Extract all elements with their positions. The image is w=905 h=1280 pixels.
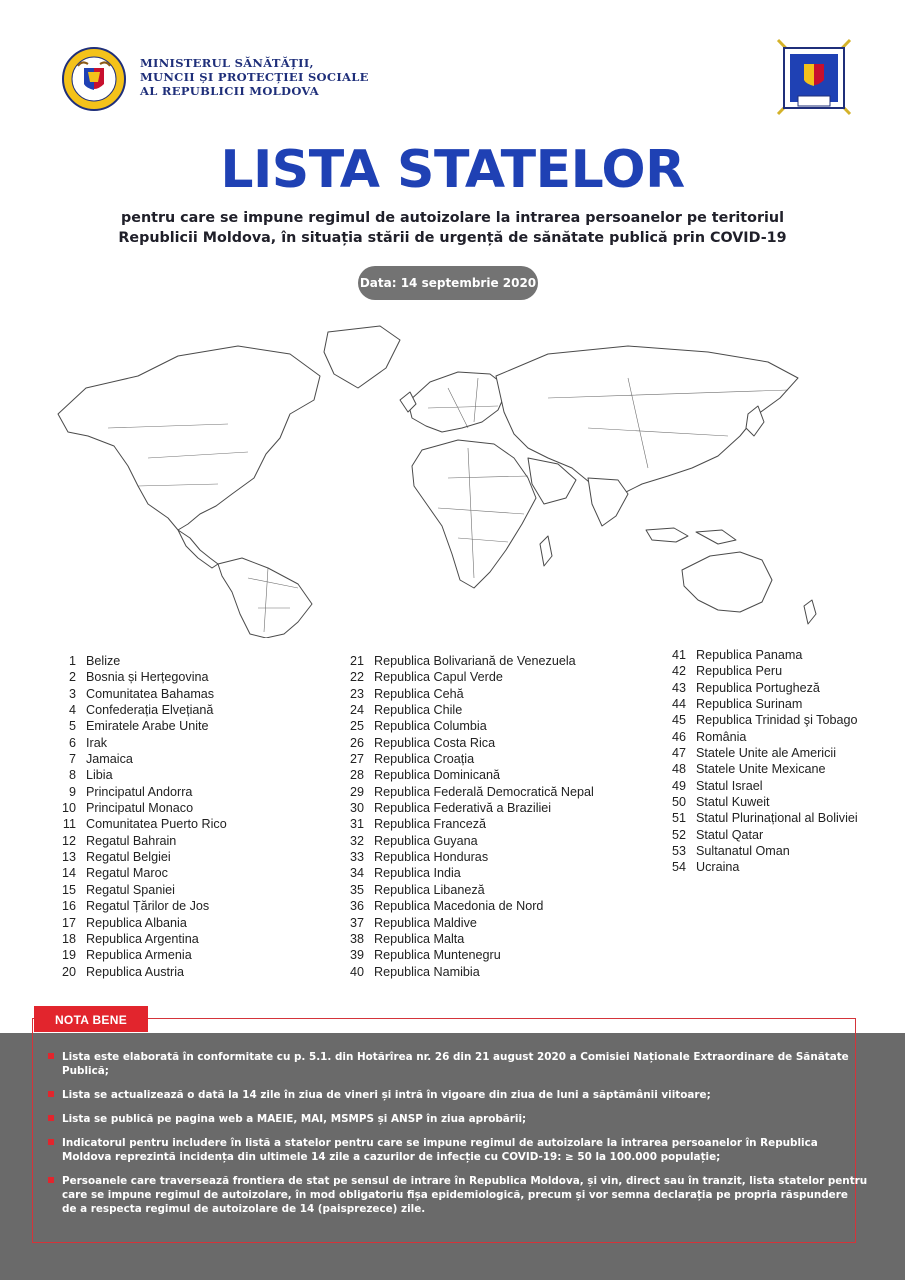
country-number: 1 <box>68 654 76 668</box>
bullet-square-icon <box>48 1177 54 1183</box>
country-name: Republica Macedonia de Nord <box>374 899 544 914</box>
country-name: Republica Croația <box>374 752 475 767</box>
country-name: Republica Bolivariană de Venezuela <box>374 654 576 668</box>
country-number: 44 <box>671 697 686 712</box>
country-name: Regatul Belgiei <box>86 850 171 865</box>
country-name: Republica Guyana <box>374 833 478 848</box>
country-name: Republica Honduras <box>374 850 489 865</box>
country-number: 6 <box>68 735 76 750</box>
nota-bene-note <box>48 1088 838 1102</box>
page-title: LISTA STATELOR <box>220 140 685 200</box>
nota-bene-notes <box>48 1050 868 1226</box>
country-name: Regatul Bahrain <box>86 833 177 848</box>
country-number: 37 <box>349 915 364 930</box>
country-number: 41 <box>671 648 686 662</box>
border-police-emblem-icon <box>770 34 858 120</box>
nota-bene-note <box>48 1050 849 1078</box>
country-name: Statele Unite ale Americii <box>696 746 836 761</box>
ministry-line-1: MINISTERUL SĂNĂTĂȚII, <box>140 56 314 70</box>
note-line: Publică; <box>62 1065 109 1077</box>
nota-bene-note <box>48 1174 868 1216</box>
country-number: 28 <box>349 768 364 783</box>
subtitle-line-1: pentru care se impune regimul de autoizolare la intrarea persoanelor pe teritoriul <box>121 210 784 226</box>
country-name: Republica Armenia <box>86 948 192 963</box>
country-number: 31 <box>349 817 364 832</box>
country-number: 33 <box>349 850 364 865</box>
country-name: Republica Federală Democratică Nepal <box>374 784 594 799</box>
country-number: 34 <box>349 866 364 881</box>
country-name: Regatul Spaniei <box>86 882 175 897</box>
subtitle-line-2: Republicii Moldova, în situația stării de urgență de sănătate publică prin COVID-19 <box>118 230 787 246</box>
country-name: Emiratele Arabe Unite <box>86 719 209 734</box>
country-name: Belize <box>86 654 121 668</box>
country-name: Statul Kuweit <box>696 795 770 810</box>
country-number: 9 <box>68 784 76 799</box>
country-number: 39 <box>349 948 364 963</box>
nota-bene-note <box>48 1136 838 1164</box>
country-number: 48 <box>671 762 686 777</box>
country-name: Republica Libaneză <box>374 882 485 897</box>
country-name: Libia <box>86 768 113 783</box>
country-name: Bosnia și Herțegovina <box>86 670 209 685</box>
country-name: Republica Peru <box>696 664 783 679</box>
ministry-line-3: AL REPUBLICII MOLDOVA <box>140 84 319 98</box>
country-number: 32 <box>349 833 364 848</box>
country-name: Republica Malta <box>374 931 465 946</box>
country-number: 22 <box>349 670 364 685</box>
bullet-square-icon <box>48 1053 54 1059</box>
country-number: 3 <box>68 686 76 701</box>
country-name: Principatul Monaco <box>86 801 194 816</box>
country-number: 8 <box>68 768 76 783</box>
country-number: 21 <box>349 654 364 668</box>
country-name: Republica Chile <box>374 703 463 718</box>
country-number: 35 <box>349 882 364 897</box>
country-name: Republica Austria <box>86 964 185 979</box>
country-name: Republica Dominicană <box>374 768 501 783</box>
note-line: care se impune regimul de autoizolare, în mod obligatoriu fișa epidemiologică, precum și vor semna declarația pe propria răspundere <box>62 1189 848 1201</box>
country-number: 13 <box>61 850 76 865</box>
country-name: Republica Columbia <box>374 719 487 734</box>
country-number: 11 <box>62 817 76 832</box>
date-badge: Data: 14 septembrie 2020 <box>358 266 538 300</box>
ministry-name <box>140 56 369 98</box>
country-number: 52 <box>671 827 686 842</box>
country-number: 18 <box>61 931 76 946</box>
country-name: Republica Franceză <box>374 817 487 832</box>
country-name: Republica Panama <box>696 648 803 662</box>
country-name: România <box>696 729 747 744</box>
country-name: Statul Qatar <box>696 827 764 842</box>
country-number: 26 <box>349 735 364 750</box>
country-name: Confederația Elvețiană <box>86 703 214 718</box>
country-name: Republica Argentina <box>86 931 199 946</box>
note-line: Lista este elaborată în conformitate cu p. 5.1. din Hotărîrea nr. 26 din 21 august 2020 a Comisiei Naționale Extraordinare de Sănătate <box>62 1051 849 1063</box>
ministry-line-2: MUNCII ȘI PROTECȚIEI SOCIALE <box>140 70 369 84</box>
country-name: Regatul Maroc <box>86 866 168 881</box>
country-number: 10 <box>61 801 76 816</box>
country-name: Republica Capul Verde <box>374 670 503 685</box>
bullet-square-icon <box>48 1139 54 1145</box>
country-number: 49 <box>671 778 686 793</box>
country-name: Irak <box>86 735 107 750</box>
country-number: 5 <box>68 719 76 734</box>
country-number: 43 <box>671 680 686 695</box>
note-line: de a respecta regimul de autoizolare de 14 (paisprezece) zile. <box>62 1203 426 1215</box>
country-name: Republica Cehă <box>374 686 464 701</box>
country-name: Republica Surinam <box>696 697 803 712</box>
country-number: 23 <box>349 686 364 701</box>
country-number: 54 <box>671 860 686 875</box>
header <box>0 0 905 135</box>
country-number: 53 <box>671 844 686 859</box>
note-line: Lista se actualizează o dată la 14 zile în ziua de vineri și intră în vigoare din ziua de luni a săptămânii viitoare; <box>62 1089 711 1101</box>
note-line: Moldova reprezintă incidența din ultimele 14 zile a cazurilor de infecție cu COVID-19: ≥ 50 la 100.000 populație; <box>62 1151 721 1163</box>
country-number: 17 <box>61 915 76 930</box>
country-name: Republica Muntenegru <box>374 948 501 963</box>
country-number: 36 <box>349 899 364 914</box>
country-number: 50 <box>671 795 686 810</box>
bullet-square-icon <box>48 1091 54 1097</box>
country-number: 25 <box>349 719 364 734</box>
country-number: 27 <box>349 752 364 767</box>
country-number: 16 <box>61 899 76 914</box>
country-number: 19 <box>61 948 76 963</box>
country-number: 20 <box>61 964 76 979</box>
country-number: 38 <box>349 931 364 946</box>
country-number: 7 <box>68 752 76 767</box>
country-name: Republica Namibia <box>374 964 480 979</box>
country-number: 42 <box>671 664 686 679</box>
bullet-square-icon <box>48 1115 54 1121</box>
country-name: Comunitatea Puerto Rico <box>86 817 227 832</box>
moldova-coat-of-arms-icon <box>62 42 126 116</box>
country-name: Principatul Andorra <box>86 784 193 799</box>
country-name: Republica Costa Rica <box>374 735 496 750</box>
country-name: Republica India <box>374 866 461 881</box>
country-number: 47 <box>671 746 686 761</box>
country-name: Statele Unite Mexicane <box>696 762 826 777</box>
subtitle <box>60 208 845 248</box>
country-number: 2 <box>68 670 76 685</box>
country-number: 4 <box>68 703 76 718</box>
nota-bene-note <box>48 1112 838 1126</box>
country-name: Republica Albania <box>86 915 187 930</box>
country-name: Republica Trinidad şi Tobago <box>696 713 858 728</box>
country-name: Comunitatea Bahamas <box>86 686 215 701</box>
country-number: 46 <box>671 729 686 744</box>
country-name: Regatul Țărilor de Jos <box>86 899 210 914</box>
country-number: 40 <box>349 964 364 979</box>
nota-bene-label: NOTA BENE <box>34 1006 148 1032</box>
country-number: 29 <box>349 784 364 799</box>
country-number: 45 <box>671 713 686 728</box>
country-name: Republica Maldive <box>374 915 477 930</box>
country-name: Republica Portugheză <box>696 680 820 695</box>
country-name: Statul Israel <box>696 778 763 793</box>
country-name: Jamaica <box>86 752 133 767</box>
note-line: Persoanele care traversează frontiera de stat pe sensul de intrare în Republica Moldova, și vin, direct sau în tranzit, lista statelor pentru <box>62 1175 868 1187</box>
country-number: 24 <box>349 703 364 718</box>
note-line: Lista se publică pe pagina web a MAEIE, MAI, MSMPS și ANSP în ziua aprobării; <box>62 1113 527 1125</box>
country-number: 15 <box>61 882 76 897</box>
country-number: 12 <box>61 833 76 848</box>
world-map-icon <box>28 318 878 638</box>
country-name: Statul Plurinațional al Boliviei <box>696 811 858 826</box>
country-number: 14 <box>61 866 76 881</box>
note-line: Indicatorul pentru includere în listă a statelor pentru care se impune regimul de autoizolare la intrarea persoanelor în Republica <box>62 1137 818 1149</box>
country-name: Sultanatul Oman <box>696 844 790 859</box>
country-number: 51 <box>671 811 686 826</box>
country-number: 30 <box>349 801 364 816</box>
country-name: Republica Federativă a Braziliei <box>374 801 552 816</box>
country-name: Ucraina <box>696 860 740 875</box>
